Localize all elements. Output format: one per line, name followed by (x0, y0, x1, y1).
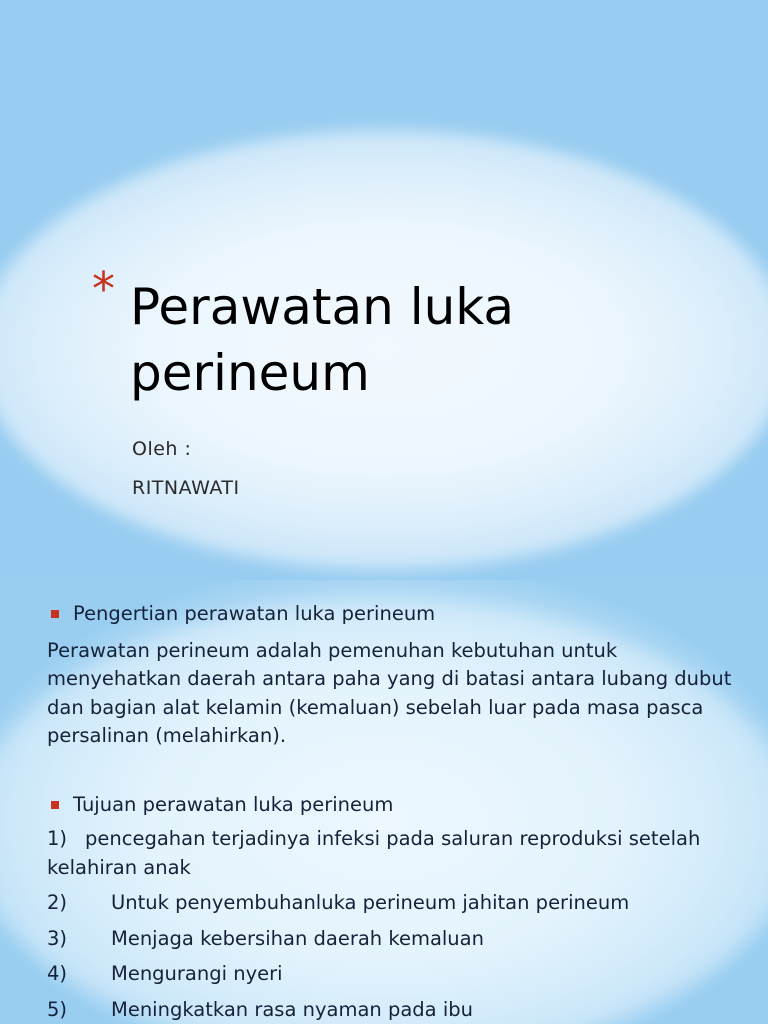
asterisk-bullet-icon: * (92, 262, 115, 316)
list-item-number: 4) (47, 962, 68, 985)
list-item-text: Meningkatkan rasa nyaman pada ibu (111, 997, 473, 1021)
list-item-number: 5) (47, 997, 68, 1021)
list-item (47, 996, 737, 1024)
slide-title: Perawatan luka perineum (130, 278, 514, 402)
section-heading-definition (47, 600, 737, 629)
list-item-text: Menjaga kebersihan daerah kemaluan (111, 926, 484, 950)
definition-paragraph: Perawatan perineum adalah pemenuhan kebutuhan untuk menyehatkan daerah antara paha yang di batasi antara lubang dubut dan bagian alat kelamin (kemaluan) sebelah luar pada masa pasca persalinan (melahirkan). (47, 638, 732, 747)
author-name: RITNAWATI (132, 477, 240, 499)
list-item-text: pencegahan terjadinya infeksi pada saluran reproduksi setelah kelahiran anak (47, 827, 701, 879)
list-item-text: Untuk penyembuhanluka perineum jahitan perineum (111, 891, 630, 914)
list-item-text: Mengurangi nyeri (111, 962, 283, 985)
list-item (47, 960, 737, 989)
content-slide (0, 580, 768, 1024)
purpose-list (47, 825, 737, 1024)
list-item-number: 2) (47, 891, 68, 914)
section-heading-text: Tujuan perawatan luka perineum (73, 792, 394, 816)
square-bullet-icon (51, 801, 59, 809)
list-item (47, 825, 737, 882)
section-heading-text: Pengertian perawatan luka perineum (73, 602, 436, 625)
list-item (47, 925, 737, 954)
slide-content (47, 600, 737, 1024)
list-item-number: 1) (47, 827, 68, 850)
subtitle-line: Oleh : (132, 438, 192, 460)
list-item-number: 3) (47, 926, 68, 950)
square-bullet-icon (51, 610, 59, 618)
section-heading-purpose (47, 791, 737, 820)
slide-subtitle (132, 430, 240, 508)
list-item (47, 889, 737, 918)
